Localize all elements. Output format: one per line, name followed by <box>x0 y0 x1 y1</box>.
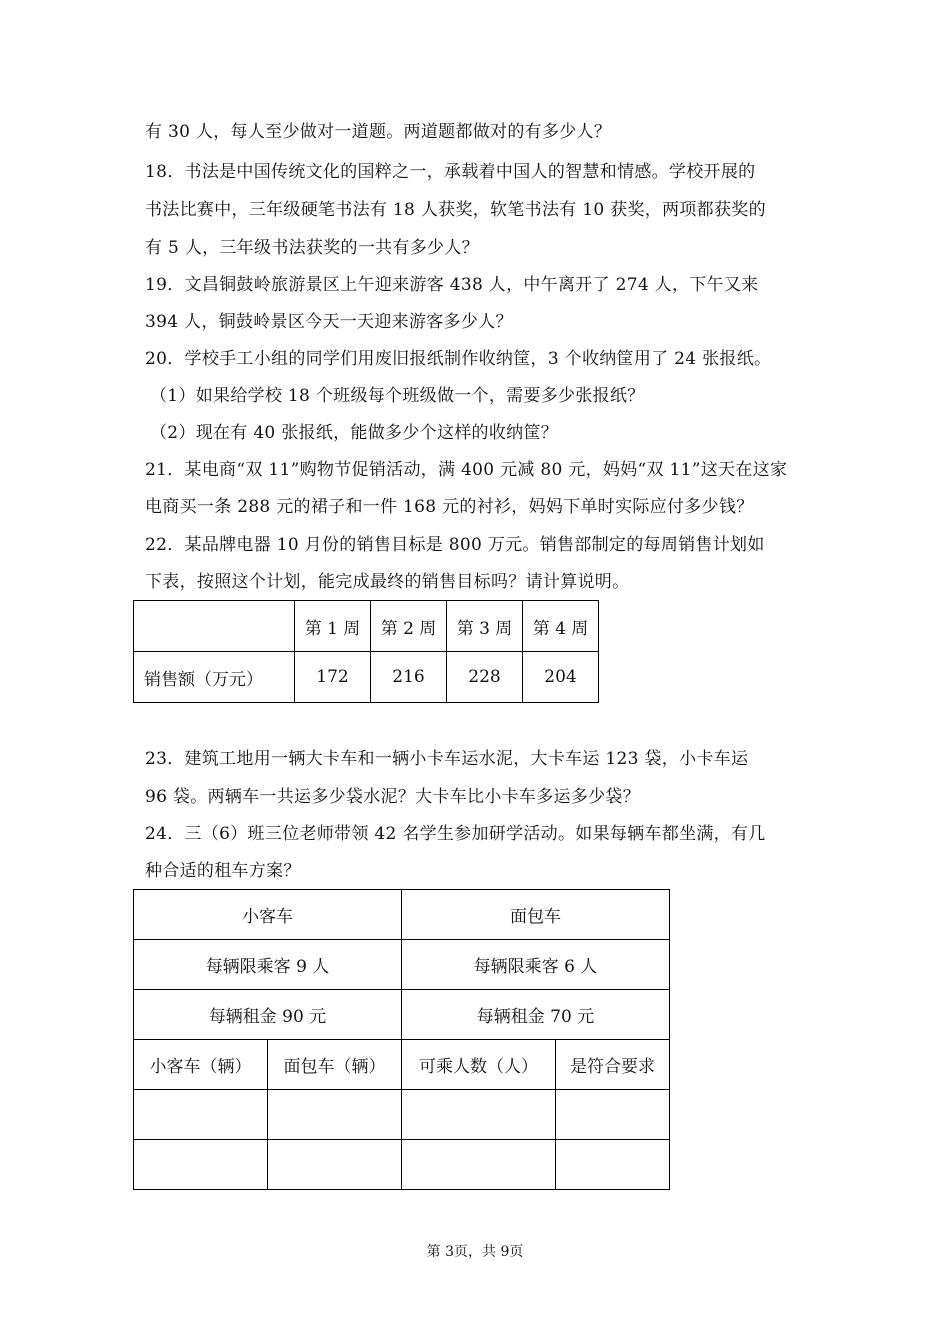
table-cell <box>134 601 295 652</box>
table-cell: 每辆限乘客 6 人 <box>402 940 670 990</box>
table-header-cell: 第 1 周 <box>295 601 371 652</box>
blank-answer-cell[interactable] <box>134 1140 268 1190</box>
table-cell: 每辆租金 90 元 <box>134 990 402 1040</box>
q20-line-1: 20．学校手工小组的同学们用废旧报纸制作收纳筐，3 个收纳筐用了 24 张报纸。 <box>145 349 772 369</box>
table-header-cell: 小客车（辆） <box>134 1040 268 1090</box>
table-header-cell: 面包车 <box>402 890 670 940</box>
table-header-cell: 小客车 <box>134 890 402 940</box>
q23-line-2: 96 袋。两辆车一共运多少袋水泥？大卡车比小卡车多运多少袋？ <box>145 787 641 807</box>
q24-line-1: 24．三（6）班三位老师带领 42 名学生参加研学活动。如果每辆车都坐满，有几 <box>145 824 766 844</box>
blank-answer-cell[interactable] <box>134 1090 268 1140</box>
q18-line-1: 18．书法是中国传统文化的国粹之一，承载着中国人的智慧和情感。学校开展的 <box>145 162 756 182</box>
q18-line-2: 书法比赛中，三年级硬笔书法有 18 人获奖，软笔书法有 10 获奖，两项都获奖的 <box>145 200 766 220</box>
table-cell: 每辆租金 70 元 <box>402 990 670 1040</box>
q21-line-1: 21．某电商“双 11”购物节促销活动，满 400 元减 80 元，妈妈“双 11”这天在这家 <box>145 460 788 480</box>
blank-answer-cell[interactable] <box>402 1140 556 1190</box>
table-row <box>134 652 599 703</box>
table-cell: 228 <box>447 652 523 703</box>
q18-line-3: 有 5 人，三年级书法获奖的一共有多少人？ <box>145 238 479 258</box>
q23-line-1: 23．建筑工地用一辆大卡车和一辆小卡车运水泥，大卡车运 123 袋，小卡车运 <box>145 749 749 769</box>
table-row <box>134 890 670 940</box>
q20-part-2: （2）现在有 40 张报纸，能做多少个这样的收纳筐？ <box>150 423 559 443</box>
table-row <box>134 1140 670 1190</box>
table-cell: 每辆限乘客 9 人 <box>134 940 402 990</box>
page-footer: 第 3页，共 9页 <box>426 1244 524 1260</box>
table-cell: 216 <box>371 652 447 703</box>
q17-tail: 有 30 人，每人至少做对一道题。两道题都做对的有多少人？ <box>145 122 612 142</box>
table-header-cell: 是符合要求 <box>556 1040 670 1090</box>
table-cell: 204 <box>523 652 599 703</box>
blank-answer-cell[interactable] <box>402 1090 556 1140</box>
table-row <box>134 601 599 652</box>
q20-part-1: （1）如果给学校 18 个班级每个班级做一个，需要多少张报纸？ <box>150 386 645 406</box>
q19-line-1: 19．文昌铜鼓岭旅游景区上午迎来游客 438 人，中午离开了 274 人，下午又来 <box>145 275 759 295</box>
blank-answer-cell[interactable] <box>268 1140 402 1190</box>
table-row <box>134 1040 670 1090</box>
q22-line-1: 22．某品牌电器 10 月份的销售目标是 800 万元。销售部制定的每周销售计划如 <box>145 535 765 555</box>
table-row <box>134 940 670 990</box>
rental-table <box>133 889 670 1190</box>
table-header-cell: 第 2 周 <box>371 601 447 652</box>
table-cell: 172 <box>295 652 371 703</box>
table-header-cell: 面包车（辆） <box>268 1040 402 1090</box>
q19-line-2: 394 人，铜鼓岭景区今天一天迎来游客多少人？ <box>145 312 513 332</box>
blank-answer-cell[interactable] <box>556 1090 670 1140</box>
table-row <box>134 1090 670 1140</box>
blank-answer-cell[interactable] <box>556 1140 670 1190</box>
sales-table <box>133 600 599 703</box>
q21-line-2: 电商买一条 288 元的裙子和一件 168 元的衬衫，妈妈下单时实际应付多少钱？ <box>145 497 754 517</box>
table-header-cell: 可乘人数（人） <box>402 1040 556 1090</box>
blank-answer-cell[interactable] <box>268 1090 402 1140</box>
table-header-cell: 第 4 周 <box>523 601 599 652</box>
table-row <box>134 990 670 1040</box>
q24-line-2: 种合适的租车方案？ <box>145 861 301 881</box>
row-label: 销售额（万元） <box>134 652 295 703</box>
q22-line-2: 下表，按照这个计划，能完成最终的销售目标吗？请计算说明。 <box>145 572 630 592</box>
table-header-cell: 第 3 周 <box>447 601 523 652</box>
